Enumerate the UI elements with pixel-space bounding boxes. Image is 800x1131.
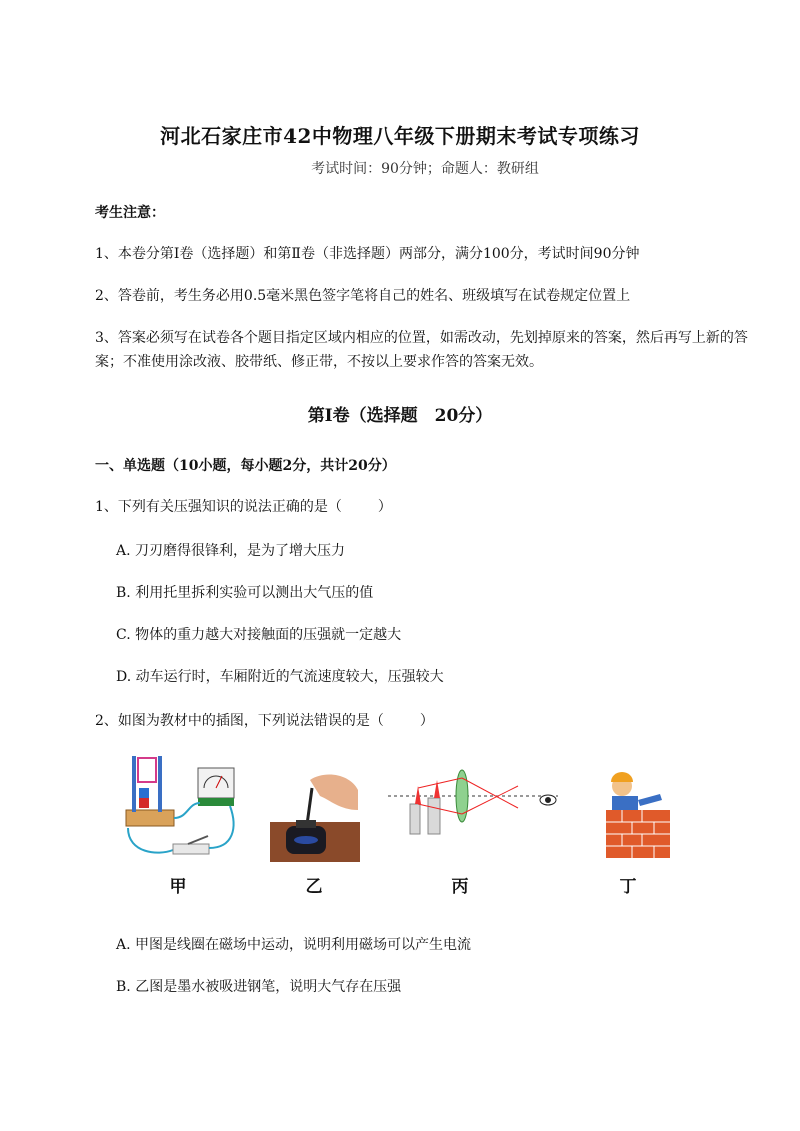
question-stem-text: 2、如图为教材中的插图，下列说法错误的是（ [95, 713, 384, 729]
notice-item: 2、答卷前，考生务必用0.5毫米黑色签字笔将自己的姓名、班级填写在试卷规定位置上 [95, 288, 631, 304]
pen-ink-bottle-photo [270, 770, 360, 862]
figure-label-jia: 甲 [169, 877, 187, 897]
question-stem-close: ） [377, 499, 392, 515]
brick-wall-worker-illustration [602, 770, 678, 860]
question-1-option-a: A. 刀刃磨得很锋利，是为了增大压力 [116, 543, 346, 559]
question-1-option-d: D. 动车运行时，车厢附近的气流速度较大，压强较大 [116, 669, 444, 685]
induction-apparatus-illustration [118, 748, 248, 863]
exam-subtitle: 考试时间：90分钟；命题人：教研组 [311, 161, 539, 177]
figure-label-yi: 乙 [305, 877, 323, 897]
question-2-stem [95, 710, 434, 730]
question-stem-close: ） [419, 713, 434, 729]
question-2-figure [118, 748, 678, 898]
notice-item: 3、答案必须写在试卷各个题目指定区域内相应的位置，如需改动，先划掉原来的答案，然后再写上新的答案；不准使用涂改液、胶带纸、修正带，不按以上要求作答的答案无效。 [95, 330, 748, 370]
section-title: 第I卷（选择题 20分） [307, 406, 493, 426]
figure-label-ding: 丁 [619, 877, 637, 897]
question-1-option-b: B. 利用托里拆利实验可以测出大气压的值 [116, 585, 374, 601]
notice-heading: 考生注意： [95, 205, 165, 221]
exam-title: 河北石家庄市42中物理八年级下册期末考试专项练习 [160, 124, 640, 148]
figure-label-bing: 丙 [451, 877, 469, 897]
question-2-option-a: A. 甲图是线圈在磁场中运动，说明利用磁场可以产生电流 [116, 937, 472, 953]
question-1-stem [95, 496, 392, 516]
question-2-option-b: B. 乙图是墨水被吸进钢笔，说明大气存在压强 [116, 979, 402, 995]
question-stem-text: 1、下列有关压强知识的说法正确的是（ [95, 499, 342, 515]
question-group-heading: 一、单选题（10小题，每小题2分，共计20分） [95, 458, 396, 474]
question-1-option-c: C. 物体的重力越大对接触面的压强就一定越大 [116, 627, 402, 643]
convex-lens-optics-diagram [388, 768, 568, 848]
notice-item: 1、本卷分第I卷（选择题）和第Ⅱ卷（非选择题）两部分，满分100分，考试时间90分钟 [95, 246, 640, 262]
